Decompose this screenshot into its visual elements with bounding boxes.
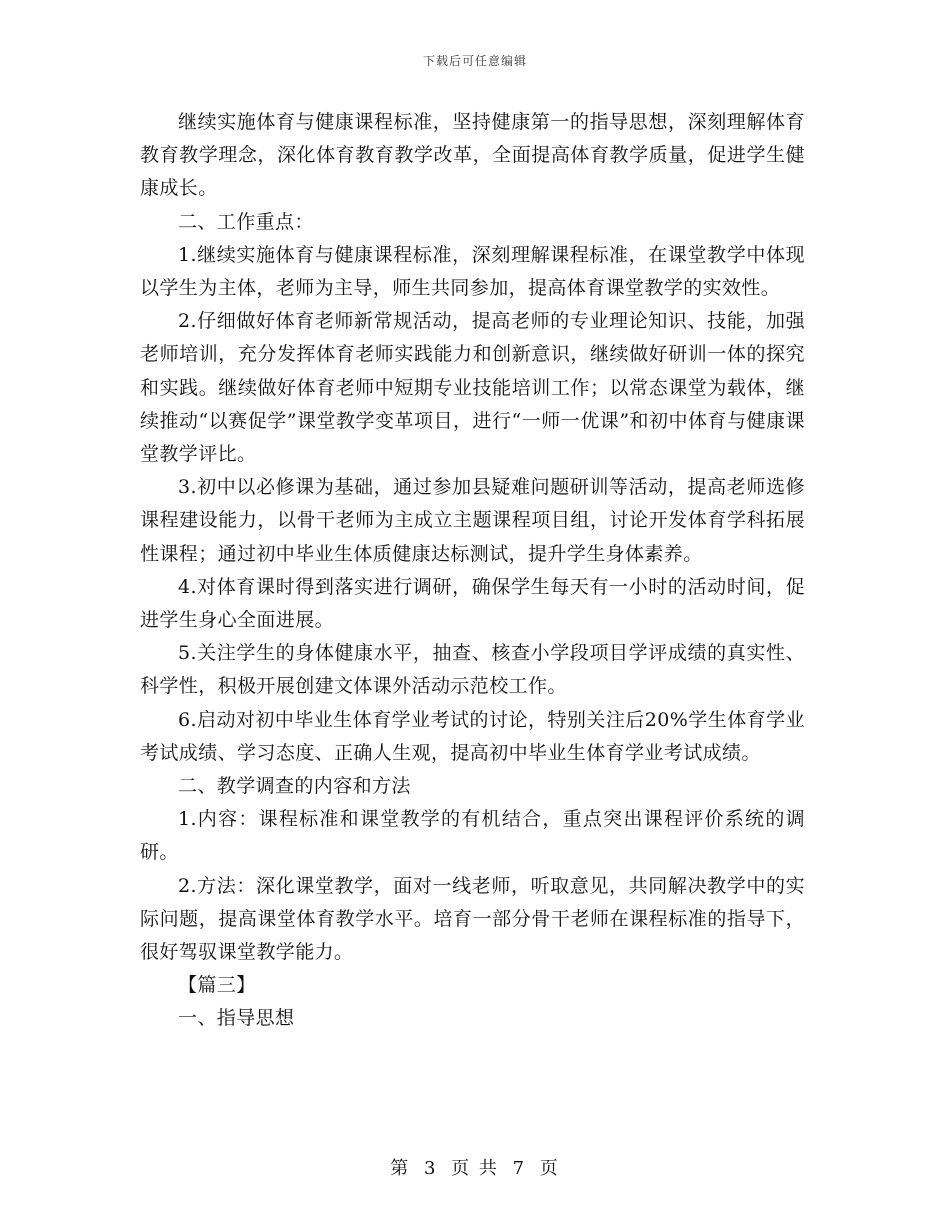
paragraph-item-5: 5.关注学生的身体健康水平，抽查、核查小学段项目学评成绩的真实性、科学性，积极开展创建文体课外活动示范校工作。	[140, 642, 805, 698]
page-header: 下载后可任意编辑	[422, 54, 527, 68]
paragraph-survey-method: 2.方法：深化课堂教学，面对一线老师，听取意见，共同解决教学中的实际问题，提高课堂体育教学水平。培育一部分骨干老师在课程标准的指导下，很好驾驭课堂教学能力。	[140, 874, 805, 964]
section-heading-survey: 二、教学调查的内容和方法	[178, 775, 411, 798]
paragraph-item-6: 6.启动对初中毕业生体育学业考试的讨论，特别关注后20%学生体育学业考试成绩、学习态度、正确人生观，提高初中毕业生体育学业考试成绩。	[140, 708, 805, 764]
part-heading-three: 【篇三】	[178, 974, 256, 997]
section-heading-work-focus: 二、工作重点：	[178, 210, 314, 233]
document-body	[140, 106, 805, 1036]
paragraph-item-4: 4.对体育课时得到落实进行调研，确保学生每天有一小时的活动时间，促进学生身心全面进展。	[140, 575, 805, 632]
page-footer	[0, 1154, 950, 1180]
footer-current-page: 3	[423, 1158, 438, 1179]
paragraph-item-1: 1.继续实施体育与健康课程标准，深刻理解课程标准，在课堂教学中体现以学生为主体，老师为主导，师生共同参加，提高体育课堂教学的实效性。	[140, 243, 805, 300]
footer-prefix: 第	[390, 1158, 411, 1179]
footer-total-pages: 7	[512, 1158, 527, 1179]
paragraph-item-2: 2.仔细做好体育老师新常规活动，提高老师的专业理论知识、技能，加强老师培训，充分发挥体育老师实践能力和创新意识，继续做好研训一体的探究和实践。继续做好体育老师中短期专业技能培训工作；以常态课堂为载体，继续推动“以赛促学”课堂教学变革项目，进行“一师一优课”和初中体育与健康课堂教学评比。	[140, 310, 805, 466]
paragraph-item-3: 3.初中以必修课为基础，通过参加县疑难问题研训等活动，提高老师选修课程建设能力，以骨干老师为主成立主题课程项目组，讨论开发体育学科拓展性课程；通过初中毕业生体质健康达标测试，提升学生身体素养。	[140, 476, 805, 565]
footer-suffix: 页	[539, 1158, 560, 1179]
paragraph-survey-content: 1.内容：课程标准和课堂教学的有机结合，重点突出课程评价系统的调研。	[140, 808, 805, 864]
section-heading-guiding-thought: 一、指导思想	[178, 1007, 295, 1030]
paragraph-intro: 继续实施体育与健康课程标准，坚持健康第一的指导思想，深刻理解体育教育教学理念，深化体育教育教学改革，全面提高体育教学质量，促进学生健康成长。	[140, 111, 805, 200]
footer-middle: 页 共	[451, 1158, 499, 1179]
